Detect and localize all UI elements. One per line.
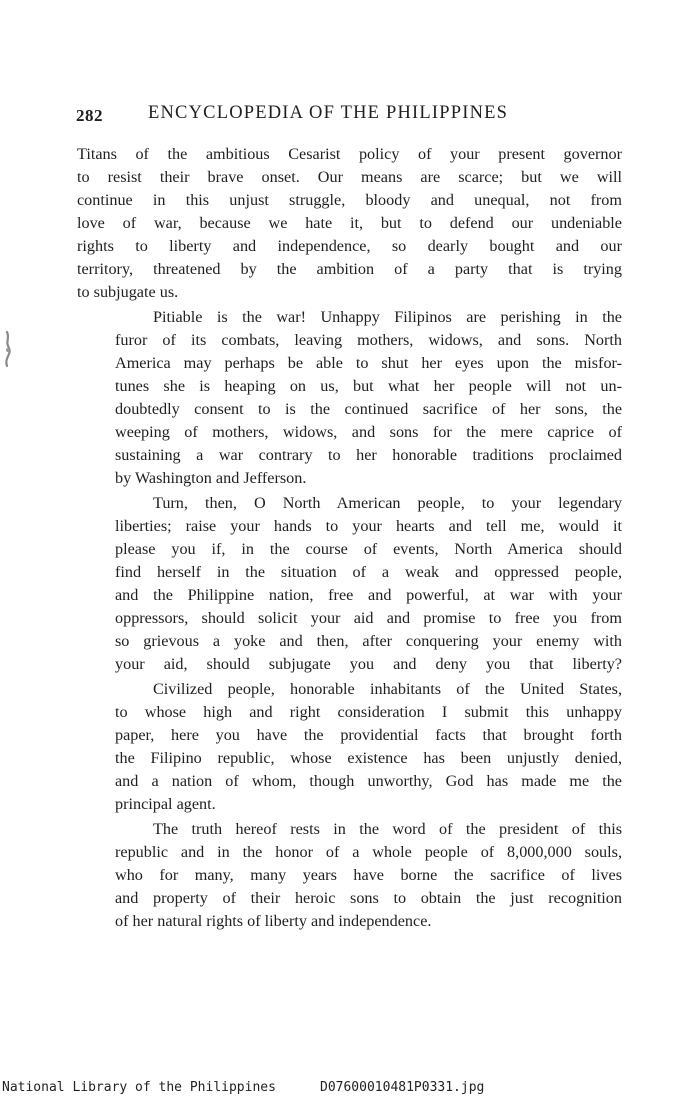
text-line: the Filipino republic, whose existence has been unjustly denied, [115,749,622,767]
text-line: tunes she is heaping on us, but what her people will not un- [115,377,622,395]
text-line: republic and in the honor of a whole people of 8,000,000 souls, [115,843,622,861]
text-line: please you if, in the course of events, North America should [115,540,622,558]
text-line: so grievous a yoke and then, after conquering your enemy with [115,632,622,650]
text-line: principal agent. [115,795,216,813]
body-text [77,143,622,933]
text-line: doubtedly consent to is the continued sacrifice of her sons, the [115,400,622,418]
text-line: and property of their heroic sons to obtain the just recognition [115,889,622,907]
text-line: furor of its combats, leaving mothers, widows, and sons. North [115,331,622,349]
text-line: Pitiable is the war! Unhappy Filipinos are perishing in the [153,308,622,326]
text-line: to whose high and right consideration I submit this unhappy [115,703,622,721]
text-line: and a nation of whom, though unworthy, God has made me the [115,772,622,790]
text-line: love of war, because we hate it, but to defend our undeniable [77,214,622,232]
paragraph [77,678,622,816]
running-title: ENCYCLOPEDIA OF THE PHILIPPINES [148,103,509,123]
source-label: National Library of the Philippines [2,1080,276,1095]
text-line: to subjugate us. [77,283,179,301]
paragraph [77,306,622,490]
text-line: by Washington and Jefferson. [115,469,307,487]
paragraph [77,143,622,304]
margin-smudge-icon [1,330,13,370]
text-line: oppressors, should solicit your aid and promise to free you from [115,609,622,627]
paragraph [77,492,622,676]
text-line: who for many, many years have borne the sacrifice of lives [115,866,622,884]
paragraph [77,818,622,933]
page-header [76,100,626,130]
text-line: The truth hereof rests in the word of the president of this [153,820,622,838]
text-line: sustaining a war contrary to her honorable traditions proclaimed [115,446,622,464]
image-caption-footer [0,1080,684,1097]
page-number: 282 [76,106,103,125]
text-line: territory, threatened by the ambition of a party that is trying [77,260,622,278]
text-line: America may perhaps be able to shut her eyes upon the misfor- [115,354,622,372]
text-line: paper, here you have the providential facts that brought forth [115,726,622,744]
filename-label: D07600010481P0331.jpg [320,1080,485,1095]
text-line: continue in this unjust struggle, bloody and unequal, not from [77,191,622,209]
text-line: weeping of mothers, widows, and sons for the mere caprice of [115,423,622,441]
text-line: rights to liberty and independence, so dearly bought and our [77,237,622,255]
text-line: liberties; raise your hands to your hearts and tell me, would it [115,517,622,535]
text-line: Titans of the ambitious Cesarist policy of your present governor [77,145,622,163]
text-line: Civilized people, honorable inhabitants of the United States, [153,680,622,698]
text-line: your aid, should subjugate you and deny you that liberty? [115,655,622,673]
text-line: find herself in the situation of a weak and oppressed people, [115,563,622,581]
text-line: to resist their brave onset. Our means are scarce; but we will [77,168,622,186]
text-line: Turn, then, O North American people, to your legendary [153,494,622,512]
text-line: of her natural rights of liberty and independence. [115,912,432,930]
text-line: and the Philippine nation, free and powerful, at war with your [115,586,622,604]
